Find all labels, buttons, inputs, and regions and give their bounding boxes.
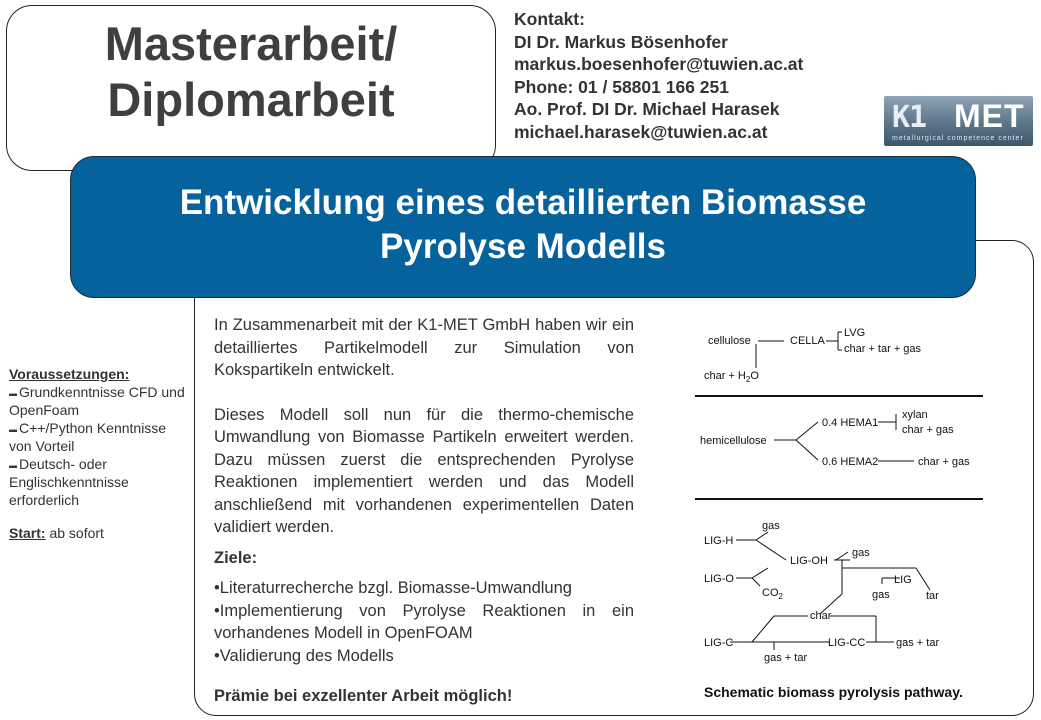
prize-note: Prämie bei exzellenter Arbeit möglich! — [214, 687, 513, 705]
contact-email-2[interactable]: michael.harasek@tuwien.ac.at — [514, 121, 768, 142]
label-cella: CELLA — [790, 335, 825, 347]
requirement-text: Deutsch- oder Englischkenntnisse erforderlich — [9, 455, 129, 508]
contact-block — [514, 8, 803, 143]
logo-k1: K1 — [892, 100, 927, 135]
title-line-2: Diplomarbeit — [107, 73, 395, 126]
pyrolysis-pathway-svg — [690, 318, 990, 678]
label-lig-cc: LIG-CC — [828, 637, 866, 649]
label-char: char — [810, 610, 832, 622]
label-lig-oh: LIG-OH — [790, 555, 828, 567]
contact-label: Kontakt: — [514, 9, 585, 29]
page-title — [6, 16, 496, 128]
label-hema2: 0.6 HEMA2 — [822, 456, 879, 468]
label-xylan: xylan — [902, 409, 928, 421]
contact-phone: Phone: 01 / 58801 166 251 — [514, 76, 729, 97]
label-gas-tar-1: gas + tar — [896, 637, 940, 649]
requirement-text: Grundkenntnisse CFD und OpenFoam — [9, 383, 185, 418]
requirement-item — [9, 384, 191, 420]
goal-item: •Validierung des Modells — [214, 646, 394, 665]
label-gas-tar-2: gas + tar — [764, 652, 808, 664]
contact-person-1: DI Dr. Markus Bösenhofer — [514, 31, 728, 52]
label-char-gas-1: char + gas — [902, 424, 954, 436]
goal-item: •Implementierung von Pyrolyse Reaktionen in ein vorhandenes Modell in OpenFOAM — [214, 601, 634, 642]
goals-heading: Ziele: — [214, 548, 258, 567]
label-gas-2: gas — [852, 547, 870, 559]
label-gas-1: gas — [762, 520, 780, 532]
banner-line-1: Entwicklung eines detaillierten Biomasse — [179, 183, 867, 222]
main-description — [214, 314, 634, 708]
requirements-heading: Voraussetzungen: — [9, 366, 130, 382]
start-info — [9, 525, 191, 543]
bullet-icon: ▬ — [9, 424, 17, 434]
paragraph-task: Dieses Modell soll nun für die thermo-chemische Umwandlung von Biomasse Partikeln erweitert werden. Dazu müssen zuerst die entsprechenden Pyrolyse Reaktionen implementiert werden und das Modell anschließend mit vorhandenen experimentellen Daten validiert werden. — [214, 405, 634, 536]
pyrolysis-diagram — [690, 318, 990, 678]
topic-banner — [70, 156, 976, 298]
paragraph-intro: In Zusammenarbeit mit der K1-MET GmbH haben wir ein detailliertes Partikelmodell zur Simulation von Kokspartikeln entwickelt. — [214, 316, 634, 379]
label-lig-o: LIG-O — [704, 573, 734, 585]
requirement-item — [9, 456, 191, 510]
label-lig: LIG — [894, 574, 912, 586]
label-hema1: 0.4 HEMA1 — [822, 417, 879, 429]
label-char-tar-gas: char + tar + gas — [844, 343, 922, 355]
label-co2: $CO_2$ — [762, 587, 783, 601]
bullet-icon: ▬ — [9, 388, 17, 398]
label-lig-h: LIG-H — [704, 535, 734, 547]
label-char-gas-2: char + gas — [918, 456, 970, 468]
requirement-item — [9, 420, 191, 456]
requirement-text: C++/Python Kenntnisse von Vorteil — [9, 419, 167, 454]
label-tar: tar — [926, 590, 939, 602]
logo-met: MET — [954, 98, 1025, 134]
bullet-icon: ▬ — [9, 460, 17, 470]
contact-person-2: Ao. Prof. DI Dr. Michael Harasek — [514, 99, 780, 119]
contact-email-1[interactable]: markus.boesenhofer@tuwien.ac.at — [514, 54, 804, 74]
k1met-logo — [884, 96, 1033, 146]
label-char-h2o: char + $H_2O$ — [704, 370, 759, 384]
start-value: ab sofort — [45, 525, 104, 541]
label-gas-3: gas — [872, 589, 890, 601]
goal-item: •Literaturrecherche bzgl. Biomasse-Umwandlung — [214, 579, 572, 597]
start-label: Start: — [9, 525, 46, 541]
label-cellulose: cellulose — [708, 335, 751, 347]
banner-line-2: Pyrolyse Modells — [380, 227, 666, 266]
label-lig-c: LIG-C — [704, 637, 734, 649]
requirements-sidebar — [9, 366, 191, 543]
label-lvg: LVG — [844, 327, 866, 339]
diagram-caption: Schematic biomass pyrolysis pathway. — [704, 684, 963, 700]
label-hemicellulose: hemicellulose — [700, 435, 767, 447]
logo-subtitle: metallurgical competence center — [892, 135, 1024, 142]
title-line-1: Masterarbeit/ — [104, 17, 398, 70]
